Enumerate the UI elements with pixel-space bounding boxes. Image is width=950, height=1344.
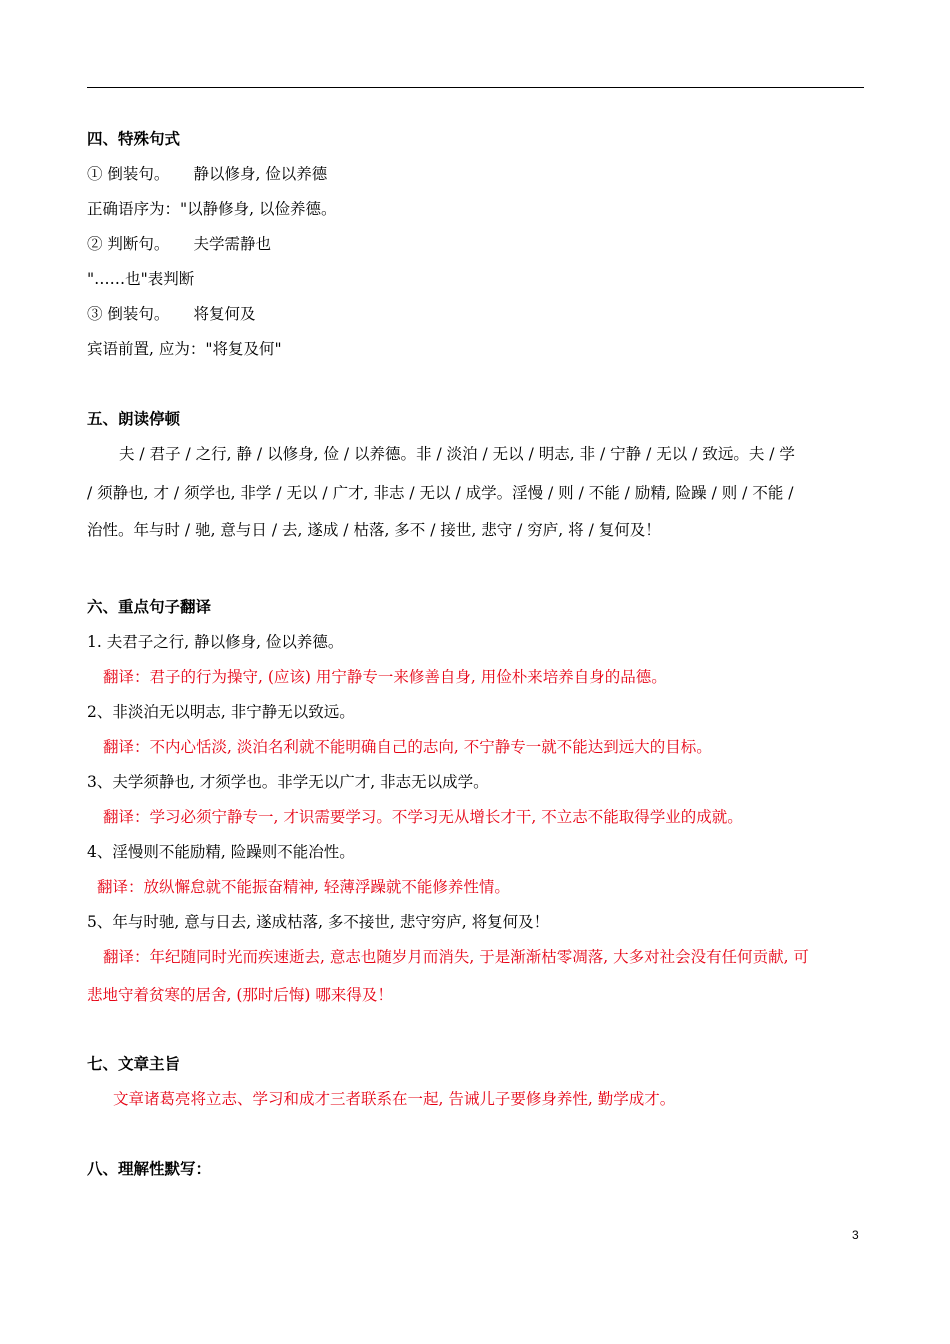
special-sentence-2-label: ② 判断句。	[87, 235, 170, 253]
special-sentence-3-note: 宾语前置, 应为："将复及何"	[87, 340, 282, 358]
reading-pauses-line-3: 治性。年与时 / 驰, 意与日 / 去, 遂成 / 枯落, 多不 / 接世, 悲守 / 穷庐, 将 / 复何及！	[87, 521, 661, 539]
special-sentence-2-text: 夫学需静也	[193, 235, 271, 253]
reading-pauses-line-2: / 须静也, 才 / 须学也, 非学 / 无以 / 广才, 非志 / 无以 / 成学。淫慢 / 则 / 不能 / 励精, 险躁 / 则 / 不能 /	[87, 484, 794, 502]
reading-pauses-line-1: 夫 / 君子 / 之行, 静 / 以修身, 俭 / 以养德。非 / 淡泊 / 无以 / 明志, 非 / 宁静 / 无以 / 致远。夫 / 学	[119, 445, 795, 463]
translation-answer-2: 翻译：不内心恬淡, 淡泊名利就不能明确自己的志向, 不宁静专一就不能达到远大的目标。	[103, 738, 712, 756]
special-sentence-2-note: "……也"表判断	[87, 270, 195, 288]
page-number: 3	[852, 1228, 859, 1242]
translation-question-2: 2、非淡泊无以明志, 非宁静无以致远。	[87, 703, 355, 721]
section-heading-key-translations: 六、重点句子翻译	[87, 598, 212, 616]
translation-question-5: 5、年与时驰, 意与日去, 遂成枯落, 多不接世, 悲守穷庐, 将复何及！	[87, 913, 550, 931]
special-sentence-2	[87, 233, 271, 255]
special-sentence-1-text: 静以修身, 俭以养德	[193, 165, 328, 183]
translation-answer-5-line-2: 悲地守着贫寒的居舍, (那时后悔) 哪来得及！	[87, 986, 393, 1004]
section-heading-reading-pauses: 五、朗读停顿	[87, 410, 181, 428]
translation-answer-3: 翻译：学习必须宁静专一, 才识需要学习。不学习无从增长才干, 不立志不能取得学业的成就。	[103, 808, 743, 826]
special-sentence-3	[87, 303, 255, 325]
translation-question-3: 3、夫学须静也, 才须学也。非学无以广才, 非志无以成学。	[87, 773, 489, 791]
special-sentence-3-text: 将复何及	[193, 305, 256, 323]
translation-question-4: 4、淫慢则不能励精, 险躁则不能冶性。	[87, 843, 355, 861]
section-heading-dictation: 八、理解性默写：	[87, 1160, 212, 1178]
translation-answer-4: 翻译：放纵懈怠就不能振奋精神, 轻薄浮躁就不能修养性情。	[97, 878, 510, 896]
special-sentence-1	[87, 163, 327, 185]
translation-question-1: 1. 夫君子之行, 静以修身, 俭以养德。	[87, 633, 344, 651]
section-heading-main-idea: 七、文章主旨	[87, 1055, 181, 1073]
special-sentence-1-note: 正确语序为："以静修身, 以俭养德。	[87, 200, 337, 218]
header-rule	[87, 87, 864, 88]
translation-answer-1: 翻译：君子的行为操守, (应该) 用宁静专一来修善自身, 用俭朴来培养自身的品德。	[103, 668, 667, 686]
special-sentence-3-label: ③ 倒装句。	[87, 305, 170, 323]
translation-answer-5-line-1: 翻译：年纪随同时光而疾速逝去, 意志也随岁月而消失, 于是渐渐枯零凋落, 大多对社会没有任何贡献, 可	[103, 948, 809, 966]
special-sentence-1-label: ① 倒装句。	[87, 165, 170, 183]
main-idea-text: 文章诸葛亮将立志、学习和成才三者联系在一起, 告诫儿子要修身养性, 勤学成才。	[113, 1090, 676, 1108]
section-heading-special-sentences: 四、特殊句式	[87, 130, 181, 148]
